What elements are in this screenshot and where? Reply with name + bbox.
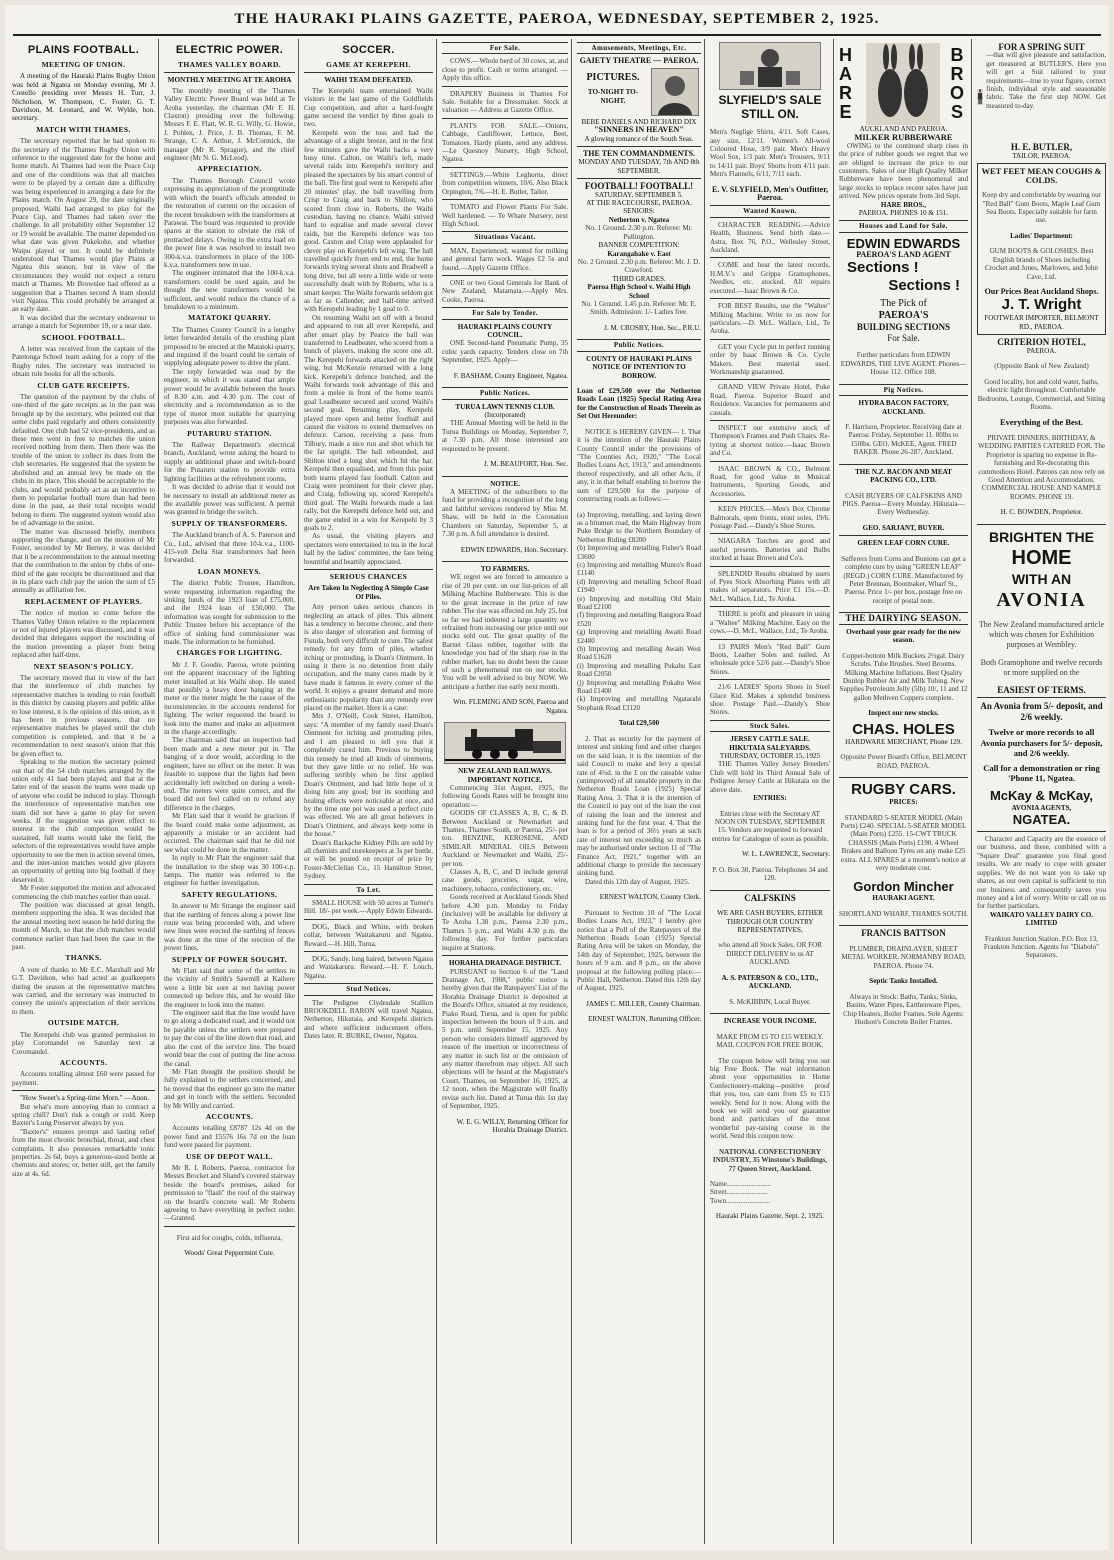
body-text: It was decided to advise that it would not be necessary to install an additional meter as the available power was sufficient. A permit was granted to bridge the switch. — [164, 483, 295, 517]
ad-text: No. 2 Ground. 2.30 p.m. Referee: Mr. J. D. Crawford. — [577, 257, 701, 275]
body-text: As usual, the visiting players and spectators were entertained to tea in the local hall by the ladies' committee, the fare being bountiful and heartily appreciated. — [304, 532, 433, 566]
body-text: Goods received at Auckland Goods Shed before 4.30 p.m. Monday to Friday (inclusive) will be available for delivery at Te Aroha 1.30 p.m., Paeroa 2.30 p.m., Thames 5 p.m., and Waihi 4.30 p.m. the following day. For further particulars inquire at Stations. — [442, 893, 568, 952]
ad-subtitle: EASIEST OF TERMS. — [997, 684, 1086, 695]
ad-text: Sufferers from Corns and Bunions can get a complete cure by using "GREEN LEAF" (REGD.) CORN CURE. Manufactured by Peter Brennan, Bootmaker, Wharf St., Paeroa. Price 1/- per box, postage free on receipt of postal note. — [841, 554, 966, 605]
article-subtitle: MEETING OF UNION. — [41, 60, 126, 69]
notice-title: TURUA LAWN TENNIS CLUB. — [455, 402, 555, 411]
column-soccer — [301, 39, 436, 1546]
body-text: THE Annual Meeting will be held in the Turua Buildings on Monday, September 7, at 7.30 p.m. All those interested are requested to be present. — [442, 419, 568, 453]
signer: EDWIN EDWARDS, Hon. Secretary. — [460, 545, 568, 554]
ad-title: AVONIA — [996, 588, 1087, 611]
classified-ad: THERE is profit and pleasure in using a "Waltee" Milking Machine. Easy on the cows.—D. McL. Wallace, Ltd., Te Aroha. — [710, 610, 830, 636]
ad-title: EDWIN EDWARDS — [846, 235, 961, 251]
section-heading: Wanted Known. — [710, 205, 830, 217]
article-subtitle: WAIHI TEAM DEFEATED. — [324, 76, 413, 85]
body-text: The matter was discussed briefly, members supporting the change, and on the motion of Mr Foster, seconded by Mr Berney, it was decided that it be a recommendation to the annual meeting that the contribution to the union by clubs of one-third of the gate receipts be discontinued and that in its place each club pay the union the sum of £5 annually as affiliation fee. — [12, 527, 155, 595]
body-text: Accounts totalling almost £60 were passed for payment. — [12, 1070, 155, 1087]
ad-subtitle: Overhaul your gear ready for the new season. — [846, 627, 961, 645]
ad-text: SATURDAY, SEPTEMBER 5. — [595, 190, 683, 199]
classified-ad: MAN, Experienced, wanted for milking and general farm work. Wages £2 5s and found.—Apply Gazette Office. — [442, 246, 568, 272]
body-text: Accounts totalling £8787 12s 4d on the power fund and £5576 16s 7d on the loan fund were passed for payment. — [164, 1124, 295, 1150]
classified-ad: The Pedigree Clydesdale Stallion BROOKDELL BARON will travel Ngatea, Netherton, Hikutaia, and Kerepehi districts and where sufficient inducement offers. Dates later. R. BURKE, Owner, Ngatea. — [304, 998, 433, 1041]
ad-text: HARDWARE MERCHANT, Phone 129. — [845, 737, 962, 746]
classified-ad: FOR BEST Results, use the "Waltee" Milking Machine. Write to us now for particulars.—D. McL. Wallace, Ltd., Te Aroha. — [710, 302, 830, 336]
ad-text: Good locality, hot and cold water, baths, electric light throughout. Comfortable Bedrooms, Lounge, Commercial, and Sitting Rooms. — [977, 377, 1106, 411]
section-heading: Amusements, Meetings, Etc. — [577, 42, 701, 54]
ad-title: Sections ! — [888, 277, 960, 295]
ad-subtitle: PAEROA'S LAND AGENT — [856, 249, 951, 259]
ad-title: McKay & McKay, — [989, 787, 1094, 803]
column-electric — [161, 39, 298, 1546]
body-text: Mr Flatt said that it would be gracious if the board could make some adjustment, as apparently a mistake or an accident had occurred. The chairman said that he did not see what could be done in the matter. — [164, 812, 295, 854]
ad-title: FOOTBALL! FOOTBALL! — [584, 181, 694, 192]
section-heading: Situations Vacant. — [442, 231, 568, 243]
article-subtitle: Are Taken In Neglecting A Simple Case Of Piles. — [308, 584, 429, 601]
classified-ad: TOMATO and Flower Plants For Sale. Well hardened. — Te Whare Nursery, next High School. — [442, 203, 568, 228]
section-heading: To Let. — [304, 884, 433, 896]
ad-sign: H. E. BUTLER, — [1010, 142, 1073, 153]
body-text: NOTICE is HEREBY GIVEN— 1. That it is the intention of the Hauraki Plains County Council under the provisions of "The Counties Act, 1920," "The Local Bodies Loans Act, 1913," and amendments thereof respectively, and all other Acts, if any, it in that behalf enabling to borrow the sum of £29,500 for the purpose of constructing roads as follows:— — [577, 427, 701, 504]
body-text: The reply forwarded was read by the engineer, in which it was stated that ample power would be available between the hours of 8.30 a.m. and 4.30 p.m. The cost of electricity and a recommendation as to the type of motor most suitable for quarrying purposes was also forwarded. — [164, 367, 295, 427]
section-heading: Stud Notices. — [304, 983, 433, 995]
foot-ad: Woods' Great Peppermint Cure. — [184, 1249, 275, 1258]
ad-text: Paeroa High School v. Waihi High School — [587, 283, 691, 300]
section-heading: Public Notices. — [442, 387, 568, 399]
ad-text: No. 1 Ground. 1.45 p.m. Referee: Mr. E. Smith. Admission: 1/- Ladies free. — [581, 299, 697, 317]
quote: "How Sweet's a Spring-time Morn." —Anon. — [20, 1094, 150, 1103]
signer: J. M. BEAUFORT, Hon. Sec. — [484, 460, 568, 469]
ad-subtitle: AVONIA AGENTS, — [1011, 803, 1072, 812]
ad-sign: E. V. SLYFIELD, Men's Outfitter, Paeroa. — [711, 184, 829, 203]
ad-subtitle: Inspect our new stocks. — [868, 709, 939, 718]
ad-title: WET FEET MEAN COUGHS & COLDS. — [981, 166, 1102, 185]
section-heading: NEXT SEASON'S POLICY. — [33, 661, 134, 671]
classified-ad: 21/6 LADIES' Sports Shoes in Steel Glace Kid. Makes a splendid business shoe. Postage Paid.—Dandy's Shoe Stores. — [710, 683, 830, 717]
ad-title: THE N.Z. BACON AND MEAT PACKING CO., LTD. — [855, 467, 952, 485]
ad-text: The New Zealand manufactured article which was chosen for Exhibition purposes at Wembley. — [978, 619, 1105, 649]
classified-ad: SMALL HOUSE with 50 acres at Turner's Hill. 18/- per week.—Apply Edwin Edwards. — [304, 899, 433, 916]
ad-sign: HARE BROS., — [880, 200, 927, 209]
body-text: Commencing 31st August, 1925, the following Goods Rates will be brought into operation:— — [442, 783, 568, 809]
body-text: The notice of motion to come before the Thames Valley Union relative to the replacement or not of injured players was discussed, and it was decided that delegates support the rescinding of the motion preventing a player from being replaced after half-time. — [12, 609, 155, 660]
classified-ad: NIAGARA Torches are good and useful presents. Batteries and Bulbs stocked at Isaac Brown and Co's. — [710, 537, 830, 563]
ad-text: BANNER COMPETITION: — [598, 241, 680, 250]
body-text: The position was discussed at great length, members supporting the idea. It was decided that the annual meeting next season be held during the month of March, so that the club matches would commence earlier than had been the case in the past. — [12, 901, 155, 952]
body-text: A vote of thanks to Mr E.C. Marshall and Mr G.T. Davidson, who had acted as goalkeepers during the season at the representative matches was carried, and the secretary was instructed to convey the union's appreciation of their services to them. — [12, 965, 155, 1016]
body-text: The question of the payment by the clubs of one-third of the gate receipts as in the past was brought up by the secretary, who pointed out that some clubs paid regularly and others consistently defaulted. One club had 52 vice-presidents, and as these men went in free to matches the union received nothing from them. Then there was the trouble of the union to collect its dues from the club secretaries. He suggested that the system be abolished and an annual levy be made on the clubs in its place. This should be acceptable to the clubs, and would probably act as an incentive to them to popularise football more than had been done in the past, as their total receipts would belong to them. The suggested system would also be of advantage to the union. — [12, 393, 155, 528]
body-text: Speaking to the motion the secretary pointed out that of the 54 club matches arranged by the union only 41 had been played, and that at the latter end of the season the teams were made up of anyone who could be induced to play. Through the interference of representative matches one team did not have a game to play for seven weeks. If the suggestion was given effect to interest in the club competition would be sustained, full teams would take the field, the selectors of the representatives would have ample opportunity to see the men in action several times, and the inter-union matches would give players an opportunity of getting into big football if they deserved it. — [12, 758, 155, 884]
ad-text: TAILOR, PAEROA. — [1012, 151, 1071, 160]
ad-text: Always in Stock: Baths, Tanks, Sinks, Basins, Water Pipes, Earthenware Pipes, Chip Heaters, Boiler Frames. Sole Agents: Hudson's Concrete Boiler Frames. — [843, 992, 964, 1026]
body-text: The Thames Borough Council wrote expressing its appreciation of the promptitude with which the board's officials attended to the restoration of current on the occasion of the recent breakdown with the transformers at Parawai. The board was requested to provide spares at the station to obviate the risk of protracted delays. Owing to the extra load on the power line it was resolved to install two 300-k.v.a. transformers in place of the 100-k.v.a. transformers now in use. — [164, 176, 295, 269]
column-football — [9, 39, 158, 1546]
ad-text: No. 1 Ground. 2.30 p.m. Referee: Mr. Pullington. — [585, 224, 693, 241]
hares-illustration — [866, 43, 940, 125]
wet-feet-ad — [977, 163, 1106, 335]
coupon[interactable]: Name......................... Street....................... Town......................... — [710, 1180, 772, 1205]
logo-letter: A — [839, 64, 856, 84]
ad-text: Men's Neglige Shirts, 4/11. Soft Cases, any size, 12/11. Women's All-wool Coloured Hose, 3/9 pair. Men's Heavy Wool Sox, 1/3 pair. Men's Trousers, 9/11 to 14/11 pair. Boys' Shorts from 4/11 pair. Men's Flannels, 6/11, 7/11 each. — [710, 128, 830, 179]
body-text: Mr Flatt said that some of the settlers in the vicinity of Smith's Sawmill at Kaihere were a little bit sore at not having power connected up before this, and he would like the engineer to look into the matter. — [164, 967, 295, 1009]
ad-title: NGATEA. — [1012, 812, 1071, 828]
ad-text: A glowing romance of the South Seas. — [584, 134, 694, 143]
section-heading: USE OF DEPOT WALL. — [185, 1151, 274, 1161]
body-text: Dated this 12th day of August, 1925. — [585, 877, 690, 886]
ad-text: NATIONAL CONFECTIONERY INDUSTRY, 35 Winstone's Buildings, 77 Queen Street, Auckland. — [712, 1147, 828, 1173]
logo-letter: R — [839, 83, 856, 103]
logo-letter: B — [950, 45, 968, 65]
notice-title: NOTICE. — [490, 479, 520, 488]
ad-subtitle: Everything of the Best. — [999, 417, 1084, 428]
ad-subtitle: Septic Tanks Installed. — [869, 977, 938, 986]
article-title: ELECTRIC POWER. — [175, 44, 284, 56]
notice-title: HORAHIA DRAINAGE DISTRICT. — [448, 959, 561, 968]
ad-text: F. Harrison, Proprietor. Receiving date at Paeroa: Friday, September 11. 80lbs to 150lbs. GEO. McKEE, Agent. FRED BAKER. Phone 26-287, Auckland. — [845, 423, 962, 457]
ad-subtitle: Our Prices Beat Auckland Shops. — [984, 287, 1099, 297]
signer: ERNEST WALTON, County Clerk. — [599, 893, 701, 902]
body-text: Mr J. F. Goodie, Paeroa, wrote pointing out the apparent inaccuracy of the lighting meter installed at his Waihi shop. He stated that possibly a heavy door banging at the meter or the meter might be the cause of the inconsistencies in the accounts rendered for lighting. The writer requested the board to look into the matter and make an adjustment in the charge accordingly. — [164, 660, 295, 737]
section-heading: OUTSIDE MATCH. — [47, 1018, 120, 1028]
ad-text: For Sale. — [887, 333, 920, 344]
section-heading: For Sale. — [442, 42, 568, 54]
ad-text: Frankton Junction Station. P.O. Box 13, Frankton Junction. Agents for "Diabolo" Separators. — [983, 934, 1100, 960]
classified-ad: GET your Cycle put in perfect running order by Isaac Brown & Co. Cycle Makers. Best material used. Workmanship guaranteed. — [710, 342, 830, 376]
ad-text: TO-NIGHT TO-NIGHT. — [587, 88, 639, 105]
portrait-illustration — [651, 68, 699, 116]
classified-ad: INSPECT our extensive stock of Thompson's Frames and Push Chairs. Re-tyring at shortest notice.—Isaac Brown and Co. — [710, 423, 830, 458]
classified-ad: DOG, Sandy, long haired, between Ngatea and Waitakaruru. Reward.—H. F. Louch, Ngatea. — [304, 955, 433, 980]
section-heading: SUPPLY OF TRANSFORMERS. — [171, 518, 288, 528]
logo-letter: S — [950, 102, 967, 122]
column-agents — [836, 39, 971, 1546]
ad-title: GREEN LEAF CORN CURE. — [857, 539, 950, 548]
masthead-rule — [13, 34, 1101, 36]
body-text: Mr Flatt thought the position should be fully explained to the settlers concerned, and he moved that the engineer go into the matter and get in touch with the settlers. Seconded by Mr Willy and carried. — [164, 1067, 295, 1110]
column-divider — [571, 39, 572, 1544]
signer: J. M. CROSBY, Hon. Sec., P.R.U. — [604, 323, 701, 332]
ad-text: —that will give pleasure and satisfaction, get measured at BUTLER'S. Here you will get a Suit tailored to your requirements—true to your figure, correct finish, individual style and seasonable fabric. Take the first step NOW. Get measured to-day. — [986, 51, 1106, 110]
section-heading: LOAN MONEYS. — [197, 566, 262, 576]
ad-text: GUM BOOTS & GOLOSHES. Best English brands of Shoes including Crocket and Jones, Marlowes, and John Cave, Ltd. — [985, 247, 1098, 281]
ad-title: FOR A SPRING SUIT — [998, 42, 1085, 52]
ad-title: HYDRA BACON FACTORY, AUCKLAND. — [858, 399, 949, 416]
ad-title: Gordon Mincher — [853, 879, 954, 895]
hare-bros-logo — [839, 43, 968, 125]
section-heading: MATATOKI QUARRY. — [188, 313, 271, 323]
ad-text: An Avonia from 5/- deposit, and 2/6 weekly. — [980, 701, 1103, 723]
section-heading: MATCH WITH THAMES. — [36, 124, 131, 134]
ad-text: Copper-bottom Milk Buckets 2½gal. Dairy Scrubs. Tube Brushes. Steel Brooms. Milking Machine Inflations. Best Quality Dunlop Rubber Air and Milk Tubing. New Supplies Petroleum Jelly (5lb) 10/, 11 and 12 gallon Methven Coppers complete. — [839, 651, 968, 702]
notice-subtitle: NOTICE OF INTENTION TO BORROW. — [592, 363, 686, 380]
notice-title: TO FARMERS. — [480, 565, 530, 574]
ad-title: RUGBY CARS. — [851, 781, 956, 799]
section-heading: SUPPLY OF POWER SOUGHT. — [172, 954, 287, 964]
ad-text: PRIVATE DINNERS, BIRTHDAY, & WEDDING PARTIES CATERED FOR. The Proprietor is sparing no expense in Re-furnishing and Re-decorating this commodious Hotel. Patrons can now rely on Good Attention and Accommodation. COMMERCIAL HOUSE AND SAMPLE ROOMS. PHONE 19. — [977, 433, 1106, 501]
body-text: The Railway Department's electrical branch, Auckland, wrote asking the board to supply an additional phase and switch-board for the Putaruru station to provide extra lighting facilities at the refreshment rooms. — [164, 441, 295, 483]
column-butler — [974, 39, 1109, 1546]
ad-text: S. McKIBBIN, Local Buyer. — [729, 997, 811, 1006]
section-heading: PUTARURU STATION. — [187, 428, 272, 438]
article-title: SOCCER. — [342, 44, 395, 56]
ad-sign: A. S. PATERSON & CO., LTD., AUCKLAND. — [721, 973, 819, 991]
classified-ad: ONE or two Good Generals for Bank of New Zealand, Matamata.—Apply Mrs. Cooke, Paeroa. — [442, 278, 568, 304]
body-text: P. O. Box 30, Paeroa. Telephones 34 and 120. — [712, 865, 828, 883]
ad-text: MONDAY AND TUESDAY, 7th AND 8th SEPTEMBER. — [578, 158, 700, 175]
body-text: The secretary reported that he had spoken to the secretary of the Thames Rugby Union with reference to the suggested date for the home and home match. At Thames had won the Peace Cup and one of the conditions was that all matches were to be played by a certain date a difficulty was being experienced in arranging a date for the Plains match. On August 29, the date originally proposed, Waihi had arranged to play for the Peace Cup, and Thames had taken over the challenge. In all probability either September 12 or 19 would be available. The matter depended on what date was given Pukekohe, and whether Waipu played or not. It could be definitely understood that Thames would play Plains at Ngatea this season, but in view of the circumstances they would not expect a return match at Thames. Mr Brownlee had offered as a suggestion that a Thames second A team should visit Ngatea. This could probably be arranged at an early date. — [12, 137, 155, 314]
notice-subtitle: (Incorporated) — [484, 411, 526, 419]
section-heading: ACCOUNTS. — [205, 1111, 254, 1121]
ad-text: Twelve or more records to all Avonia purchasers for 5/- deposit, and 2/6 weekly. — [980, 727, 1103, 759]
classified-ad: COME and hear the latest records, H.M.V.'s and Grippa Gramophones, Needles, etc. stocked. All repairs executed.—Isaac Brown & Co. — [710, 261, 830, 295]
notice-title: JERSEY CATTLE SALE. — [730, 735, 810, 744]
section-heading: CHARGES FOR LIGHTING. — [176, 648, 283, 658]
notice-title: NEW ZEALAND RAILWAYS. — [458, 767, 552, 776]
section-heading: THE DAIRYING SEASON. — [839, 612, 968, 624]
ad-title: CHAS. HOLES — [852, 720, 955, 738]
ad-title: GAIETY THEATRE — PAEROA. — [579, 56, 699, 66]
ad-text: MAKE FROM £5 TO £15 WEEKLY. MAIL COUPON FOR FREE BOOK. — [716, 1032, 824, 1050]
section-heading: ACCOUNTS. — [59, 1057, 108, 1067]
section-heading: REPLACEMENT OF PLAYERS. — [24, 596, 143, 606]
locomotive-illustration — [444, 722, 566, 764]
classified-ad: SPLENDID Results obtained by users of Pyes Stock Absorbing Plates with all makes of separators. Price £1 15s.—D. McL. Wallace, Ltd., Te Aroha. — [710, 569, 830, 603]
body-text: First aid for coughs, colds, influenza, — [176, 1233, 283, 1242]
classified-ad: ISAAC BROWN & CO., Belmont Road, for good value in Musical Instruments, Sporting Goods, and Accessories. — [710, 464, 830, 498]
section-heading: Pig Notices. — [839, 384, 968, 396]
body-text: The coupon below will bring you our big Free Book. The real information about your opportunities in Home Confectionery-making—positive proof that you, too, can earn from £5 to £15 weekly. Send for it now. Along with the book we will send you our guarantee bond and particulars of the most wonderful pay-raising course in the world. Send this coupon now. — [710, 1056, 830, 1141]
ad-sign: WAIKATO VALLEY DAIRY CO. LIMITED — [989, 910, 1094, 928]
signer: Wm. FLEMING AND SON, Paeroa and Ngatea. — [453, 698, 568, 715]
logo-letter: E — [839, 102, 856, 122]
column-amusements — [574, 39, 704, 1546]
body-text: Classes A, B, C, and D include general case goods, groceries, sugar, wire, machinery, tobacco, confectionery, etc. — [442, 868, 568, 893]
ad-text: PAEROA. PHONES 10 & 151. — [858, 209, 949, 218]
logo-letter: H — [839, 45, 856, 65]
body-text: 2. That as security for the payment of interest and sinking fund and other charges on the said loan, it is the intention of the said Council to make and levy a special rate of 4½d. in the £ on the rateable value (unimproved) of all rateable property in the Netherton Roads Loan (1925) Special Rating Area. 3. That it is the intention of the Council to pay out of the loan the cost of raising the loan and the interest and sinking fund for the first year. 4. That the loan is for a period of 36½ years at such rate of interest not exceeding so much as may be authorised under section 11 of "The Finance Act, 1921," together with an additional charge to provide the necessary sinking fund. — [577, 734, 701, 878]
body-text: The Kerepehi team entertained Waihi visitors in the last game of the Goldfields Cup competition, and after a hard-fought game secured the verdict by three goals to two. — [304, 86, 433, 129]
logo-letter: O — [949, 83, 968, 103]
ad-sign: GEO. SARJANT, BUYER. — [862, 523, 945, 532]
column-divider — [833, 39, 834, 1544]
ad-text: PAEROA. — [1026, 346, 1057, 355]
newspaper-page — [5, 5, 1109, 1550]
ad-text: BUILDING SECTIONS — [856, 322, 951, 333]
column-shops — [707, 39, 833, 1546]
article-title: PLAINS FOOTBALL. — [27, 44, 140, 56]
ad-title: SLYFIELD'S SALE STILL ON. — [718, 93, 822, 121]
ad-text: PLUMBER, DRAINLAYER, SHEET METAL WORKER. NORMANBY ROAD, PAEROA. Phone 74. — [841, 944, 966, 970]
body-text: "Baxter's" ensures prompt and lasting relief from the most chronic bronchial, throat, and chest complaints. It also possesses remarkable tonic properties. 2s 6d, buys a generous-sized bottle at chemists and stores; or, better still, get the family size at 4s. 6d. — [12, 1127, 155, 1178]
ad-title: FRANCIS BATTSON — [861, 928, 946, 939]
column-divider — [158, 39, 159, 1544]
classified-ad: DRAPERY Business in Thames For Sale. Suitable for a Dressmaker. Stock at valuation — Address at Gazette Office. — [442, 89, 568, 115]
column-divider — [436, 39, 437, 1544]
ad-text: STANDARD 5-SEATER MODEL (Main Ports) £240. SPECIAL 5-SEATER MODEL (Main Ports) £255. 15-CWT TRUCK CHASSIS (Main Ports) £190. 4 Wheel Brakes and Balloon Tyres on any make £25 extra. ALL SPARES at a moment's notice at very moderate cost. — [840, 813, 967, 872]
article-subtitle: MONTHLY MEETING AT TE AROHA — [167, 76, 292, 85]
page-footer: Hauraki Plains Gazette, Sept. 2, 1925. — [715, 1212, 825, 1221]
ad-subtitle: HAURAKI AGENT. — [872, 894, 935, 903]
ad-title: MILKER RUBBERWARE — [854, 132, 953, 143]
ad-title: "SINNERS IN HEAVEN" — [594, 125, 684, 135]
body-text: GOODS OF CLASSES A, B, C, & D. Between Auckland or Newmarket and Thames, Thames South, or Paeroa, 25/- per ton. BENZINE, KEROSENE, AND SIMILAR MINERAL OILS Between Auckland or Newmarket and Waihi, 25/- per ton. — [442, 809, 568, 868]
ad-text: AT THE RACECOURSE, PAEROA. — [586, 199, 692, 208]
signer: JAMES C. MILLER, County Chairman. — [586, 999, 701, 1008]
signer: W. L. LAWRENCE, Secretary. — [742, 850, 830, 859]
ad-text: who attend all Stock Sales, OR FOR DIRECT DELIVERY to us AT AUCKLAND. — [718, 941, 822, 967]
body-text: The district Public Trustee, Hamilton, wrote requesting information regarding the sinking funds of the 1923 loan of £75,000, and the 1924 loan of £50,000. The information was sought for submission to the Public Trustee before his acceptance of the office of sinking fund commissioner was made. The information to be furnished. — [164, 579, 295, 646]
section-heading: SAFETY REGULATIONS. — [181, 889, 278, 899]
body-text: It was decided that the secretary endeavour to arrange a match for September 19, or a near date. — [12, 313, 155, 331]
body-text: THE Thames Valley Jersey Breeders' Club will hold its Third Annual Sale of Pedigree Jersey Cattle at Hikutaia on the above date. — [710, 760, 830, 794]
classified-ad: CHARACTER READING.—Advice Health, Business. Send birth date.—Astra, Box 76, P.O., Wellesley Street, Auckland. — [710, 220, 830, 255]
section-heading: Stock Sales. — [710, 720, 830, 732]
section-heading: For Sale by Tender. — [442, 307, 568, 319]
body-text: The Thames County Council in a lengthy letter forwarded details of the crushing plant proposed to be erected at the Matatoki quarry, and inquired if the board could be certain of supplying adequate power to drive the plant. — [164, 325, 295, 368]
classified-ad: GRAND VIEW Private Hotel, Puke Road, Paeroa. Superior Board and Residence. Vacancies for permanents and casuals. — [710, 383, 830, 417]
body-text: Mrs J. O'Neill, Cook Street, Hamilton, says: "A member of my family used Doan's Ointment for itching and protruding piles, and I am pleased to tell you that it completely cured him. Previous to buying this remedy he tried all kinds of ointments, but they gave little or no relief. He was suffering terribly when he first applied Doan's Ointment, and had little hope of it doing him any good; but its soothing and healing effects were noticeable at once, and by the time one pot was used a perfect cure was effected. We are all great believers in Doan's Ointment, and always keep some in the house." — [304, 712, 433, 839]
body-text: Any person takes serious chances in neglecting an attack of piles. This ailment has a tendency to become chronic, and there is also danger of ulceration and forming of Fistula, both very difficult to cure. The safest remedy for any form of piles, whether itching or protruding, is Doan's Ointment. In using it there is no detention from daily occupation, and the many cures made by it have made it famous in every corner of the world. It enjoys a greater demand and more enthusiastic popularity than any remedy ever placed on the market. Here is a case: — [304, 603, 433, 713]
loan-total: Total £29,500 — [618, 719, 660, 728]
classified-ad: DOG, Black and White, with broken collar, between Waitakaruru and Ngatea. Reward.—H. Hill, Turua. — [304, 922, 433, 948]
ad-title: CRITERION HOTEL, — [997, 337, 1086, 348]
ad-title: BRIGHTEN THE — [989, 528, 1094, 545]
ad-text: PAEROA'S — [878, 310, 929, 322]
body-text: Kerepehi won the toss and had the advantage of a slight breeze, and in the first few minutes gave the Waihi backs a very busy time. Calton, on Waihi's left, made several raids into Kerepehi's territory and pleased the spectators by his smart control of the ball. The first goal went to Kerepehi after 20 minutes' play, the ball travelling from Crisp to Craig and back to Shilton, who scored from close in. Roberts, the Waihi custodian, having no chance. Waihi strived hard to equalise and made several clever raids, but the Kerepehi defence was too good. Caxton and Crisp were applauded for clever play on Kerepehi's left wing. The ball travelled quickly from end to end, the home forwards trying several shots and Bradwell a long drive, but all were a little wide or were successfully dealt with by Roberts, who is a smart keeper. The Waihi forwards seldom got as far as Callender, and half-time arrived with Kerepehi leading by 1 goal to 0. — [304, 128, 433, 314]
body-text: Pursuant to Section 10 of "The Local Bodies Loans Act, 1923," I hereby give notice that a Poll of the Ratepayers of the Netherton Roads Loan (1925) Special Rating Area will be taken on Monday, the 14th day of September, 1925, between the hours of 9 a.m. and 8 p.m., on the above proposal at the following polling place:— Public Hall, Netherton. Dated this 12th day of August, 1925. — [577, 908, 701, 993]
classified-ad: ONE Second-hand Pneumatic Pump, 35 cubic yards capacity. Tenders close on 7th September, 1925. Apply— — [442, 339, 568, 365]
gentleman-illustration — [977, 51, 983, 143]
classified-ad: PLANTS FOR SALE.—Onions, Cabbage, Cauliflower, Lettuce, Beet, Tomatoes. Hardy plants, send any address.—Le Quesnoy Nursery, High School, Ngatea. — [442, 121, 568, 164]
ad-text: Keep dry and comfortable by wearing our "Red Ball" Gum Boots, Maple Leaf Gum Sea Boots. Especially suitable for farm use. — [982, 191, 1101, 225]
ad-text: FOOTWEAR IMPORTER, BELMONT RD., PAEROA. — [984, 314, 1099, 331]
column-divider — [971, 39, 972, 1544]
section-heading: THANKS. — [65, 953, 102, 963]
section-heading: Public Notices. — [577, 339, 701, 351]
notice-title: HIKUTAIA SALEYARDS. — [729, 743, 811, 752]
body-text: A MEETING of the subscribers to the fund for providing a recognition of the long and faithful services rendered by Miss M. Shaw, will be held in the Coronation Chambers on Saturday, September 5, at 7.30 p.m. A full attendance is desired. — [442, 488, 568, 539]
column-divider — [704, 39, 705, 1544]
body-text: Mr R. I. Roberts, Paeroa, contractor for Messrs Brocket and Shand's covered stairway beside the board's premises, asked for permission to "flash" the roof of the stairway on the board's concrete wall. Mr Roberts agreeing to have everything in perfect order.—Granted. — [164, 1163, 295, 1223]
ad-text: SENIORS: — [623, 207, 655, 216]
body-text: The monthly meeting of the Thames Valley Electric Power Board was held at Te Aroha yesterday, the chairman (Mr F. H. Claxton) presiding over the following: Messrs F. E. Flatt, W. R. G. Willy, G. Howie, J. Pohlen, J. Price, J. B. Thomas, F. M. Strange, C. A. Arthur, J. McCormick, the manager (Mr R. Sprague), and the chief engineer (Mr N. G. McLeod). — [164, 86, 295, 163]
ad-text: The Pick of — [880, 298, 927, 310]
body-text: The Auckland branch of A. S. Paterson and Co., Ltd., advised that three 10-k.v.a., 1100-415-volt Delta Star transformers had been forwarded. — [164, 531, 295, 565]
article-subtitle: THAMES VALLEY BOARD. — [177, 60, 282, 69]
ad-text: CASH BUYERS OF CALFSKINS AND PIGS. Paeroa—Every Monday. Hikutaia—Every Wednesday. — [842, 491, 965, 517]
body-text: In reply to Mr Flatt the engineer said that the installation to the shop was 30 100-c.p. lamps. The matter was referred to the engineer for further investigation. — [164, 854, 295, 888]
notice-subtitle: THURSDAY, OCTOBER 15, 1925 — [719, 751, 821, 760]
signer: ERNEST WALTON, Returning Officer. — [588, 1015, 701, 1024]
ad-text: Opposite Power Board's Office, BELMONT ROAD, PAEROA. — [840, 753, 967, 770]
butler-ad — [977, 51, 1106, 143]
body-text: WE regret we are forced to announce a rise of 20 per cent. on our list-prices of all Milking Machine Rubberware. This is due to the great increase in the price of raw rubber. The rise was effected on July 25, but so far we had indented a large quantity we refrained from increasing our price until our stocks sold out. The great quality of the Barnet Glass rubber, together with the knowledge you had of the sharp rise in the rubber market, has no doubt been the cause of such a phenomenal run on our stocks. You will be well advised to buy NOW. We anticipate a further rise early next month. — [442, 573, 568, 691]
body-text: PURSUANT to Section 6 of the "Land Drainage Act, 1908," public notice is hereby given that the Ratepayers' List of the Horahia Drainage District is deposited at the Board's Office, situated at my residence, Piako Road, Turua, and is open for public inspection between the hours of 9 a.m. and 5 p.m. until September 15, 1925. Any person who considers himself aggrieved by reason of the insertion or incorrectness of any matter in such list or the omission of any matter therefrom may object. All such objections will be heard at the Magistrate's Court, Thames, on September 16, 1925, at 12 noon, when the Magistrate will finally revise such list. Dated at Turua this 1st day of September, 1925. — [442, 967, 568, 1110]
shop-illustration — [719, 42, 821, 90]
ad-subtitle: Ladies' Department: — [1010, 231, 1073, 240]
body-text: On resuming Waihi set off with a bound and appeared to run all over Kerepehi, and after smart play by Pearce the ball was transferred to Leadbeater, who scored from a bunch of players, making the score one all. The Kerepehi forwards attacked on the right wing, but McKenzie returned with a long kick. Kerepehi's defence bunched, and the Waihi forwards took advantage of this and from a melee in front of the home team's goal Leadbeater secured and scored Waihi's second goal. Resuming play, Kerepehi played more open and better football and caused the visitors to extend themselves on defence. Carson, receiving a pass from Tilbury, made a nice run and shot which hit the far upright. The ball rebounded, and Shilton tried a long shot which hit the bar. Kerepehi then equalised, and from this point both teams played fast football. Calton and Craig were prominent for their clever play, and Craig, following up, scored Kerepehi's third goal. The Waihi forwards made a last rally, but the Kerepehi defence held out, and the game ended in a win for Kerepehi by 3 goals to 2. — [304, 313, 433, 532]
classified-ad: SETTINGS.—White Leghorns, direct from competition winners, 10/6. Also Black Orpington, 7/6.—H. E. Butler, Tailor. — [442, 170, 568, 196]
column-divider — [298, 39, 299, 1544]
article-title: SERIOUS CHANCES — [329, 571, 408, 581]
ad-text: AUCKLAND AND PAEROA. — [859, 125, 948, 133]
ad-title: PICTURES. — [586, 71, 640, 83]
ad-text: Netherton v. Ngatea — [608, 215, 670, 224]
body-text: OWING to the continued sharp rises in the price of rubber goods we regret that we are obliged to increase the price to our customers. Sales of our High Quality Milker Rubberware have been phenomenal and large stocks to replace recent sales have just arrived. New prices operate from 3rd Sept. — [839, 141, 968, 201]
ad-text: Call for a demonstration or ring 'Phone 11, Ngatea. — [983, 762, 1100, 784]
body-text: The engineer intimated that the 100-k.v.a. transformers could be used again, and he thought the new transformers would be sufficient, and would reduce the chance of a breakdown to a minimum. — [164, 269, 295, 311]
ad-title: Sections ! — [847, 259, 919, 277]
ad-sign: H. C. BOWDEN, Proprietor. — [1000, 508, 1083, 517]
column-classifieds — [439, 39, 571, 1546]
ad-title: WITH AN — [1011, 570, 1072, 587]
section-heading: CLUB GATE RECEIPTS. — [37, 380, 130, 390]
article-subtitle: GAME AT KEREPEHI. — [326, 60, 411, 69]
ad-text: WE ARE CASH BUYERS, EITHER THROUGH OUR COUNTRY REPRESENTATIVES, — [717, 909, 823, 934]
body-text: But what's more annoying than to contract a spring chill? Don't risk a cough or cold. Keep Baxter's Lung Preserver always by you. — [12, 1102, 155, 1128]
section-heading: Houses and Land for Sale. — [839, 220, 968, 232]
logo-letter: R — [950, 64, 968, 84]
signer: F. BASHAM, County Engineer, Ngatea. — [453, 371, 568, 380]
ad-text: Further particulars from EDWIN EDWARDS, THE LIVE AGENT. Phones—House 112. Office 108. — [840, 351, 967, 377]
article-intro: A meeting of the Hauraki Plains Rugby Union was held at Ngatea on Monday evening, Mr J. Costello presiding over Messrs H. Turr, J. Nicholson, W. Thompson, C. Foster, G. T. Davidson, M. Leonard, and W. Wylde, hon. secretary. — [12, 72, 155, 123]
signer: W. E. G. WILLY, Returning Officer for Horahia Drainage District. — [456, 1117, 568, 1134]
body-text: (a) Improving, metalling, and laying down as a bitumen road, the Main Highway from Puke Bridge to the Northern Boundary of Netherton Riding £8200 (b) Improving and metalling Fisher's Road £3600 (c) Improving and metalling Munro's Road £1140 (d) Improving and metalling School Road £1940 (e) Improving and metalling Old Main Road £2100 (f) Improving and metalling Rangiora Road £520 (g) Improving and metalling Awaiti Road £2480 (h) Improving and metalling Awaiti West Road £1620 (i) Improving and metalling Pukahu East Road £2050 (j) Improving and metalling Pukahu West Road £1400 (k) Improving and metalling Ngatarabi Stopbank Road £3120 — [577, 510, 701, 712]
notice-title: HAURAKI PLAINS COUNTY COUNCIL. — [457, 322, 553, 339]
body-text: The secretary moved that in view of the fact that the interference of club matches by representative matches is tending to ruin football in this district by causing players and public alike to lose interest, it is the opinion of this union, as it has been in previous seasons, that no representative matches be played until the club competition is completed, and that it be a recommendation to next season's union that this be given effect to. — [12, 674, 155, 758]
ad-title: INCREASE YOUR INCOME. — [723, 1017, 817, 1026]
notice-lead: Loan of £29,500 over the Netherton Roads Loan (1925) Special Rating Area for the Construction of Roads Therein as Set Out Hereunder: — [577, 387, 701, 421]
ad-title: THE TEN COMMANDMENTS. — [582, 149, 696, 159]
body-text: Doan's Backache Kidney Pills are sold by all chemists and storekeepers at 3s per bottle, or will be posted on receipt of price by Foster-McClellan Co., 15 Hamilton Street, Sydney. — [304, 838, 433, 881]
notice-subtitle: ENTRIES: — [753, 794, 787, 802]
body-text: Entries close with the Secretary AT NOON ON TUESDAY, SEPTEMBER 15. Vendors are requested to forward entries for Catalogue of soon as possible. — [711, 809, 829, 843]
notice-subtitle: IMPORTANT NOTICE. — [467, 775, 543, 784]
section-heading: SCHOOL FOOTBALL. — [41, 332, 126, 342]
ad-text: THIRD GRADES. — [612, 274, 666, 283]
bros-letters — [950, 46, 968, 122]
classified-ad: 13 PAIRS Men's "Red Ball" Gum Boots, Leather Soles and nailed. At wholesale price 52/6 pair.—Dandy's Shoe Stores. — [710, 642, 830, 676]
ad-title: J. T. Wright — [1001, 296, 1082, 314]
body-text: The Kerepehi club was granted permission to play Coromandel on Saturday next at Coromandel. — [12, 1030, 155, 1056]
masthead: THE HAURAKI PLAINS GAZETTE, PAEROA, WEDNESDAY, SEPTEMBER 2, 1925. — [234, 11, 880, 27]
body-text: A letter was received from the captain of the Patetonga School team asking for a copy of the Rugby rules. The secretary was instructed to obtain rule books for all the schools. — [12, 345, 155, 379]
body-text: Character and Capacity are the essence of our business, and these, combined with a "Square Deal" guarantee you final good results. We are ready to cope with greater supplies. We do not want you to take up shares, as our own capital is sufficient to run our business and consequently saves you money and a lot of worry. Write or call on us for further particulars. — [977, 835, 1106, 911]
body-text: In answer to Mr Strange the engineer said that the earthing of fences along a power line route was being proceeded with, and where new lines were erected the earthing of fences was done at the time of the erection of the power lines. — [164, 902, 295, 953]
classified-ad: KEEN PRICES.—Men's Box Chrome Balmorals, open fronts, stout soles, 19/6. Postage Paid.—Dandy's Shoe Stores. — [710, 505, 830, 531]
ad-text: SHORTLAND WHARF, THAMES SOUTH. — [839, 909, 969, 918]
ad-title: CALFSKINS — [744, 892, 796, 903]
section-heading: APPRECIATION. — [197, 164, 262, 174]
ad-subtitle: PRICES: — [889, 798, 918, 807]
ad-text: BEBE DANIELS AND RICHARD DIX — [581, 117, 697, 126]
hare-letters — [839, 46, 856, 122]
ad-text: Karangahake v. East — [607, 249, 671, 258]
classified-ad: COWS.—Whole herd of 30 cows, at, and close to profit. Cash or terms arranged. — Apply this office. — [442, 57, 569, 83]
body-text: The engineer said that the line would have to go along a dedicated road, and it would not be payable unless the settlers were prepared to pay the cost of the line down that road, and also the cost of the service line. The board would bear the cost of putting the line across the canal. — [164, 1009, 295, 1068]
notice-title: COUNTY OF HAURAKI PLAINS — [586, 354, 692, 363]
body-text: The chairman said that an inspection had been made and a new meter put in. The banging of a door would, according to the engineer, have no effect on the meter. It was feasible to suppose that the lights had been accidentally left switched on during a week-end. The meters were quite correct, and the board did not feel called on to refund any difference in the charges. — [164, 736, 295, 812]
body-text: Mr Foster supported the motion and advocated commencing the club matches earlier than usual. — [12, 884, 155, 901]
ad-text: (Opposite Bank of New Zealand) — [994, 362, 1089, 371]
ad-title: HOME — [1011, 546, 1072, 569]
ad-text: Both Gramophone and twelve records or more supplied on the — [980, 657, 1103, 677]
